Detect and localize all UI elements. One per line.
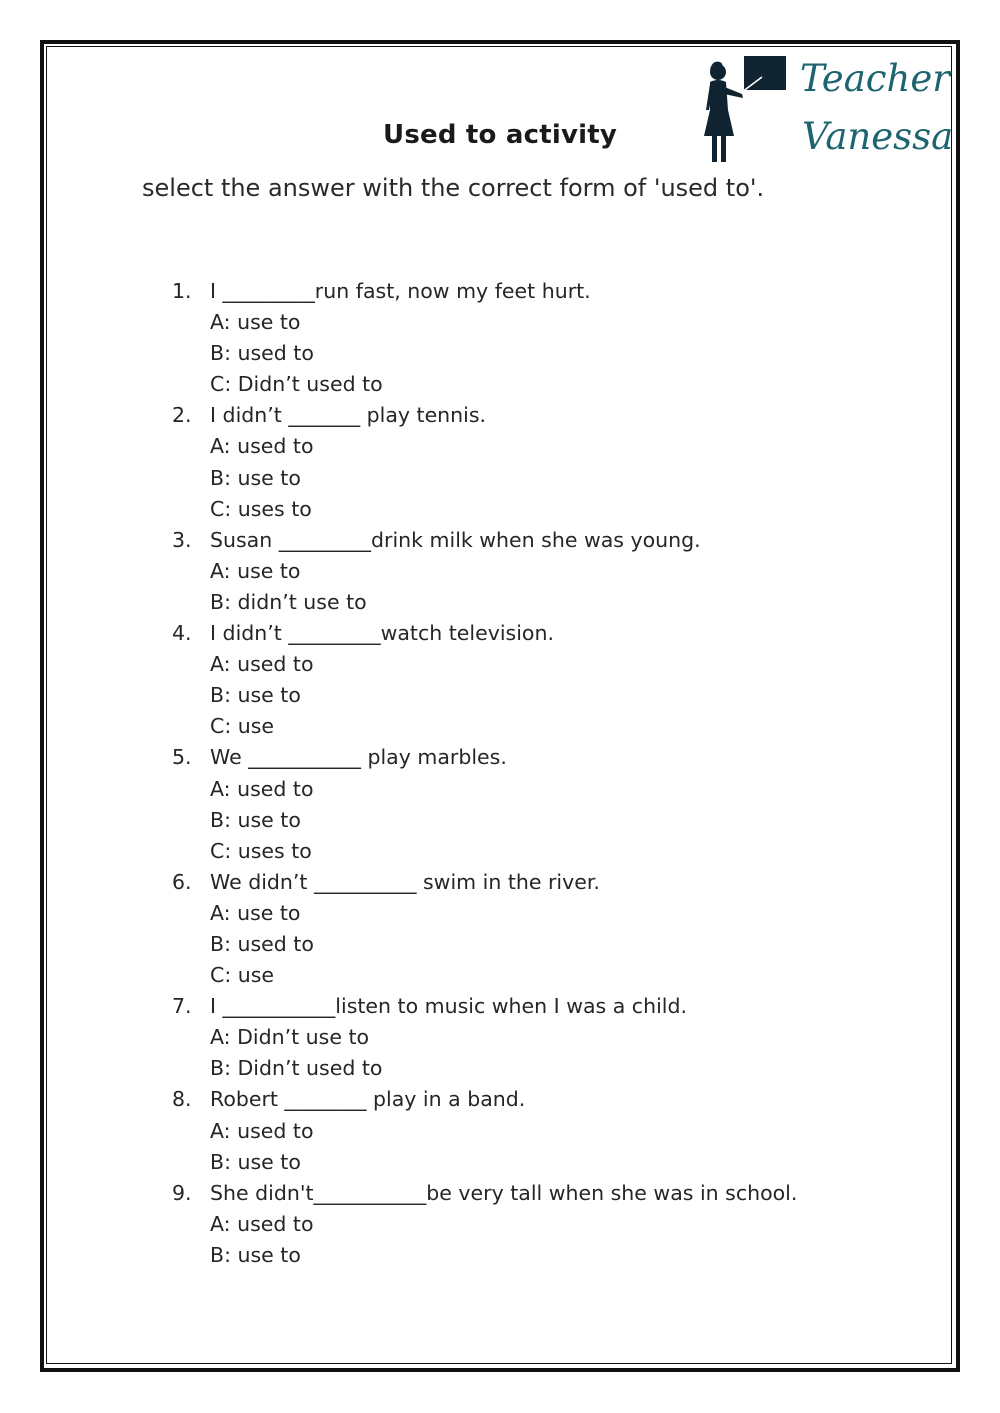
question-text: She didn't___________be very tall when she was in school.	[210, 1180, 798, 1205]
question-text: We didn’t __________ swim in the river.	[210, 869, 600, 894]
question-item	[172, 991, 797, 1084]
answer-option[interactable]: C: uses to	[210, 496, 312, 521]
question-line	[172, 276, 797, 307]
question-item	[172, 1084, 797, 1177]
answer-option[interactable]: B: use to	[210, 683, 301, 708]
question-item	[172, 525, 797, 618]
answer-option[interactable]: C: Didn’t used to	[210, 372, 383, 397]
question-line	[172, 400, 797, 431]
question-item	[172, 276, 797, 400]
question-item	[172, 618, 797, 742]
question-line	[172, 618, 797, 649]
answer-option[interactable]: A: used to	[210, 776, 314, 801]
question-text: I didn’t _________watch television.	[210, 621, 554, 646]
answer-option[interactable]: C: use	[210, 714, 275, 739]
question-number: 9.	[172, 1180, 192, 1205]
question-number: 2.	[172, 403, 192, 428]
question-line	[172, 525, 797, 556]
answer-option[interactable]: B: didn’t use to	[210, 589, 367, 614]
question-line	[172, 867, 797, 898]
question-number: 5.	[172, 745, 192, 770]
question-number: 6.	[172, 869, 192, 894]
answer-option[interactable]: B: Didn’t used to	[210, 1056, 383, 1081]
question-number: 4.	[172, 621, 192, 646]
question-line	[172, 1084, 797, 1115]
question-text: I ___________listen to music when I was a child.	[210, 994, 687, 1019]
answer-option[interactable]: B: use to	[210, 807, 301, 832]
answer-option[interactable]: A: use to	[210, 900, 301, 925]
logo-text-vanessa: Vanessa	[802, 115, 954, 158]
answer-option[interactable]: A: used to	[210, 434, 314, 459]
teacher-vanessa-logo	[700, 52, 954, 168]
question-list	[172, 276, 797, 1271]
question-text: Susan _________drink milk when she was young.	[210, 527, 701, 552]
question-line	[172, 1178, 797, 1209]
answer-option[interactable]: C: uses to	[210, 838, 312, 863]
answer-option[interactable]: B: use to	[210, 465, 301, 490]
question-item	[172, 742, 797, 866]
question-item	[172, 1178, 797, 1271]
teacher-at-board-icon	[700, 52, 800, 168]
question-text: We ___________ play marbles.	[210, 745, 507, 770]
answer-option[interactable]: B: use to	[210, 1149, 301, 1174]
question-item	[172, 400, 797, 524]
question-text: I didn’t _______ play tennis.	[210, 403, 487, 428]
instruction-text: select the answer with the correct form of 'used to'.	[142, 174, 765, 202]
answer-option[interactable]: A: used to	[210, 1211, 314, 1236]
answer-option[interactable]: A: used to	[210, 1118, 314, 1143]
question-item	[172, 867, 797, 991]
question-line	[172, 742, 797, 773]
question-line	[172, 991, 797, 1022]
answer-option[interactable]: A: use to	[210, 558, 301, 583]
question-number: 7.	[172, 994, 192, 1019]
question-number: 1.	[172, 279, 192, 303]
answer-option[interactable]: B: used to	[210, 341, 314, 366]
question-number: 8.	[172, 1087, 192, 1112]
answer-option[interactable]: C: use	[210, 963, 275, 988]
page-title: Used to activity	[383, 120, 617, 150]
question-number: 3.	[172, 527, 192, 552]
logo-text-teacher: Teacher	[800, 57, 950, 100]
answer-option[interactable]: B: used to	[210, 931, 314, 956]
question-text: Robert ________ play in a band.	[210, 1087, 526, 1112]
answer-option[interactable]: A: Didn’t use to	[210, 1025, 370, 1050]
answer-option[interactable]: A: use to	[210, 310, 301, 335]
answer-option[interactable]: A: used to	[210, 652, 314, 677]
question-text: I _________run fast, now my feet hurt.	[210, 279, 591, 303]
answer-option[interactable]: B: use to	[210, 1242, 301, 1267]
